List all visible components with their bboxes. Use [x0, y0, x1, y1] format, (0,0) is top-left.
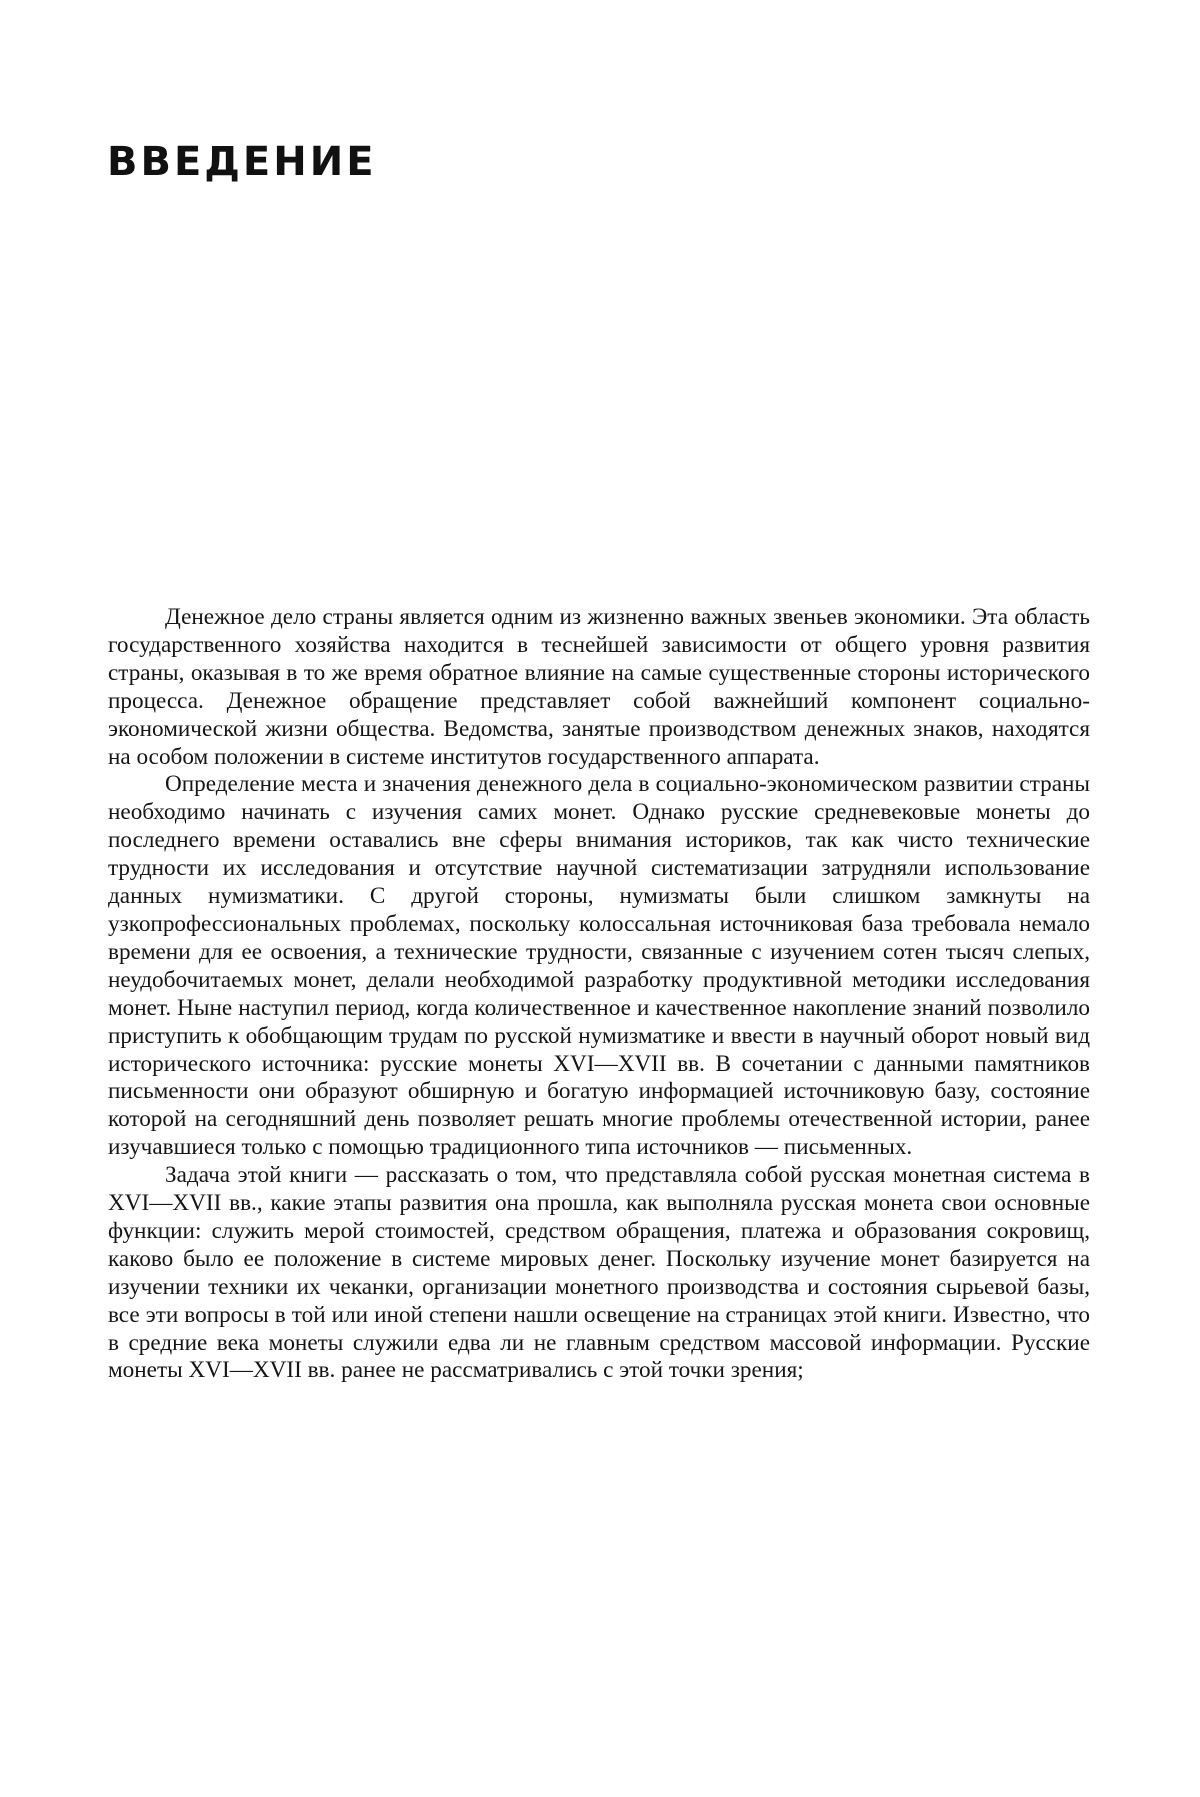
- paragraph: Денежное дело страны является одним из жизненно важных звеньев экономики. Эта область государственного хозяйства находится в теснейшей зависимости от общего уровня развития страны, оказывая в то же время обратное влияние на самые существенные стороны исторического процесса. Денежное обращение представляет собой важнейший компонент социально-экономической жизни общества. Ведомства, занятые производством денежных знаков, находятся на особом положении в системе институтов государственного аппарата.: [108, 604, 1090, 770]
- paragraph: Задача этой книги — рассказать о том, что представляла собой русская монетная система в XVI—XVII вв., какие этапы развития она прошла, как выполняла русская монета свои основные функции: служить мерой стоимостей, средством обращения, платежа и образования сокровищ, каково было ее положение в системе мировых денег. Поскольку изучение монет базируется на изучении техники их чеканки, организации монетного производства и состояния сырьевой базы, все эти вопросы в той или иной степени нашли освещение на страницах этой книги. Известно, что в средние века монеты служили едва ли не главным средством массовой информации. Русские монеты XVI—XVII вв. ранее не рассматривались с этой точки зрения;: [108, 1162, 1090, 1384]
- paragraph: Определение места и значения денежного дела в социально-экономическом развитии страны необходимо начинать с изучения самих монет. Однако русские средневековые монеты до последнего времени оставались вне сферы внимания историков, так как чисто технические трудности их исследования и отсутствие научной систематизации затрудняли использование данных нумизматики. С другой стороны, нумизматы были слишком замкнуты на узкопрофессиональных проблемах, поскольку колоссальная источниковая база требовала немало времени для ее освоения, а технические трудности, связанные с изучением сотен тысяч слепых, неудобочитаемых монет, делали необходимой разработку продуктивной методики исследования монет. Ныне наступил период, когда количественное и качественное накопление знаний позволило приступить к обобщающим трудам по русской нумизматике и ввести в научный оборот новый вид исторического источника: русские монеты XVI—XVII вв. В сочетании с данными памятников письменности они образуют обширную и богатую информацией источниковую базу, состояние которой на сегодняшний день позволяет решать многие проблемы отечественной истории, ранее изучавшиеся только с помощью традиционного типа источников — письменных.: [108, 771, 1090, 1161]
- chapter-body: [108, 604, 1090, 1385]
- chapter-title: ВВЕДЕНИЕ: [107, 139, 377, 185]
